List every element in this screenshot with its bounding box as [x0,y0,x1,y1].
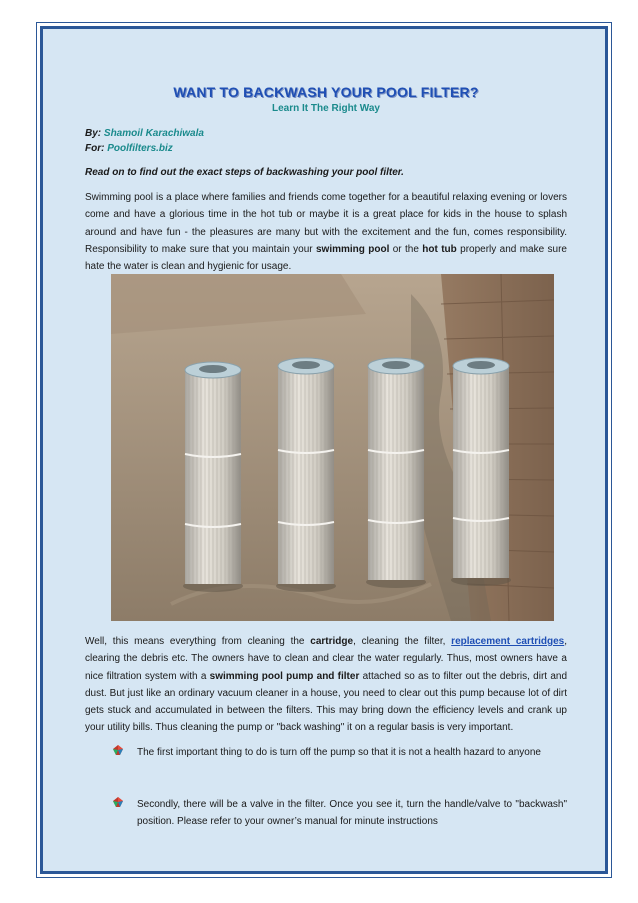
bullet-text-1: The first important thing to do is turn off the pump so that it is not a health hazard to anyone [137,747,541,758]
for-site: Poolfilters.biz [107,143,173,154]
filter-cartridges-photo [111,274,554,621]
replacement-cartridges-link[interactable]: replacement cartridges [451,636,565,647]
bullet-gem-icon [113,797,123,807]
for-label: For: [85,143,105,154]
p2-text-2: , cleaning the filter, [353,636,452,647]
document-page [40,26,608,874]
cartridge-1 [183,362,243,592]
photo-illustration [111,274,554,621]
for-line [85,143,173,154]
by-label: By: [85,128,102,139]
bullet-gem-icon [113,745,123,755]
p2-bold-cartridge: cartridge [310,636,354,647]
p1-text-1: Swimming pool is a place where families and friends come together for a beautiful relaxing evening or lovers come and have a glorious time in the hot tub or maybe it is a great place for kids in the house to splash around and have fun - the pleasures are many but with the excitement and the fun, comes responsibility. Responsibility to make sure that you maintain your [85,192,567,255]
p1-bold-hot-tub: hot tub [422,243,457,255]
author-line [85,128,204,139]
p2-text-4: attached so as to filter out the debris, dirt and dust. But just like an ordinary vacuum cleaner in a house, you need to clear out this pump because lot of dirt gets stuck and accumulated in between the filters. This may bring down the efficiency levels and crank up your utility bills. Thus cleaning the pump or "back washing" it on a regular basis is very important. [85,670,568,734]
cartridge-4 [451,358,511,586]
paragraph-1 [85,189,567,275]
document-title: WANT TO BACKWASH YOUR POOL FILTER? [173,84,479,100]
paragraph-2 [85,633,567,737]
cartridge-2 [276,358,336,592]
document-subtitle: Learn It The Right Way [272,103,380,114]
p2-text-1: Well, this means everything from cleaning the [85,636,311,647]
intro-text: Read on to find out the exact steps of backwashing your pool filter. [85,167,404,178]
author-name: Shamoil Karachiwala [103,128,204,139]
bullet-text-2: Secondly, there will be a valve in the filter. Once you see it, turn the handle/valve to "backwash" position. Please refer to your owner’s manual for minute instructions [137,799,567,828]
p1-text-3: properly and make sure hate the water is clean and hygienic for usage. [85,243,567,273]
cartridge-3 [366,358,426,588]
p2-bold-pump-filter: swimming pool pump and filter [209,670,360,682]
p2-text-3: , clearing the debris etc. The owners have to clean and clear the water regularly. Thus, most owners have a nice filtration system with a [85,636,567,682]
p1-text-2: or the [389,243,423,255]
p1-bold-swimming-pool: swimming pool [316,243,390,255]
